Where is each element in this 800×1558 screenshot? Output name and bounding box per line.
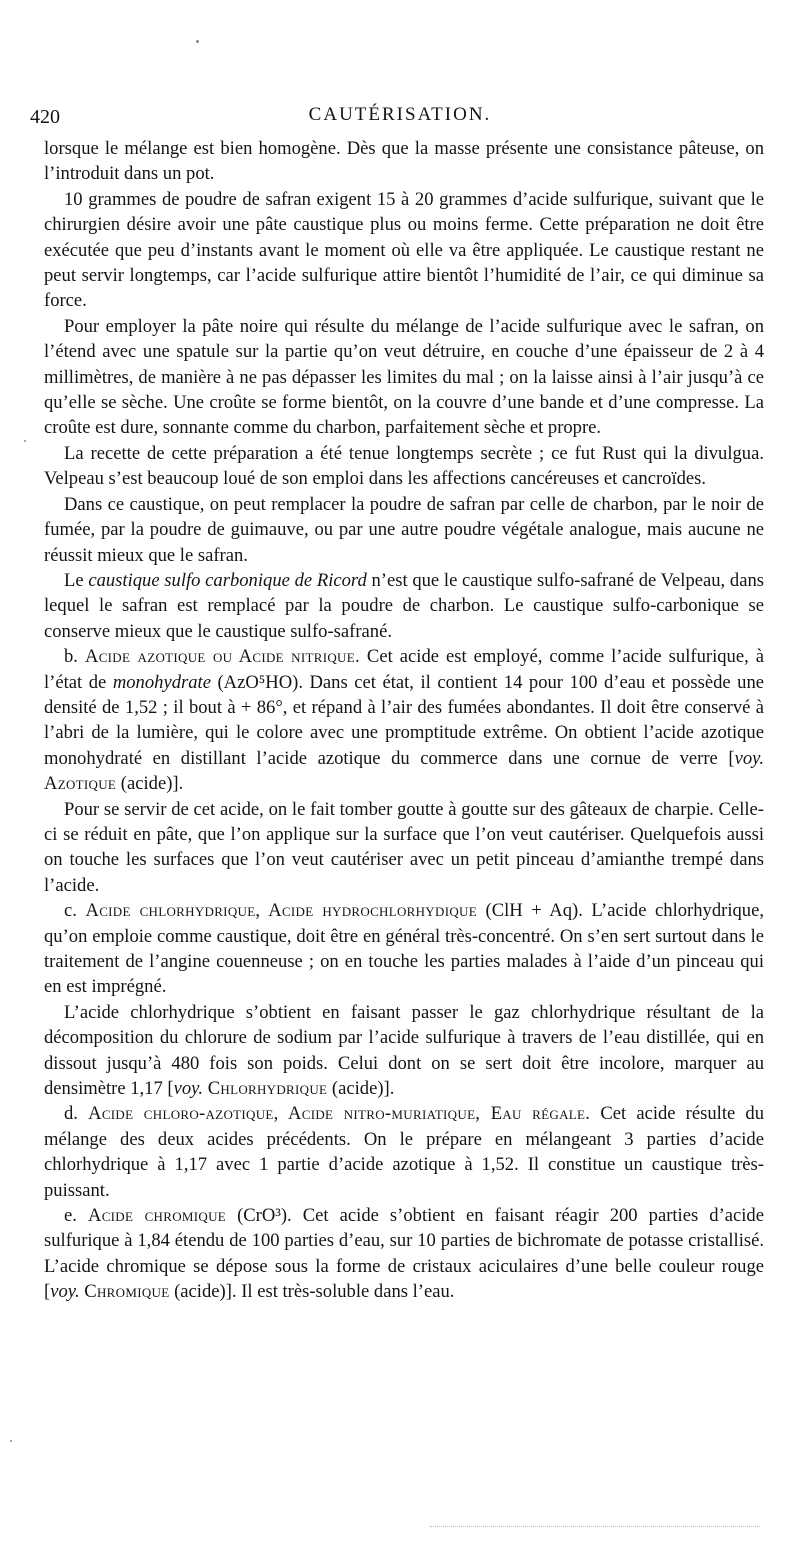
paragraph bbox=[44, 1203, 764, 1305]
text-run: Pour employer la pâte noire qui résulte du mélange de l’acide sulfurique avec le safran, on l’étend avec une spatule sur la partie qu’on veut détruire, en couche d’une épaisseur de 2 à 4 millimètres, de manière à ne pas dépasser les limites du mal ; on la laisse ainsi à l’air jusqu’à ce qu’elle se sèche. Une croûte se forme bientôt, on la couvre d’une bande et d’une compresse. La croûte est dure, sonnante comme du charbon, parfaitement sèche et propre. bbox=[44, 315, 764, 439]
section-heading: Acide chromique bbox=[87, 1205, 227, 1227]
text-run: (CrO³). Cet acide s’obtient en faisant réagir 200 parties d’acide sulfurique à 1,84 étendu de 100 parties d’eau, sur 10 parties de bichromate de potasse cristallisé. L’acide chromique se dépose sous la forme de cristaux aciculaires d’une belle couleur rouge [ bbox=[44, 1205, 764, 1303]
section-heading: Acide chloro-azotique, Acide nitro-muriatique, Eau régale. bbox=[88, 1103, 591, 1125]
paragraph bbox=[44, 187, 764, 314]
italic-term: monohydrate bbox=[112, 671, 211, 693]
cross-reference-term: Azotique bbox=[44, 773, 117, 795]
paragraph bbox=[44, 492, 764, 568]
text-run: Cet acide est employé, comme l’acide sulfurique, à l’état de bbox=[44, 646, 764, 693]
text-run: La recette de cette préparation a été tenue longtemps secrète ; ce fut Rust qui la divulgua. Velpeau s’est beaucoup loué de son emploi dans les affections cancéreuses et cancroïdes. bbox=[44, 442, 764, 490]
section-heading: Acide azotique ou Acide nitrique. bbox=[84, 646, 360, 668]
paragraph bbox=[44, 1101, 764, 1203]
text-run: (acide)]. bbox=[327, 1078, 395, 1100]
text-run: Dans ce caustique, on peut remplacer la poudre de safran par celle de charbon, par le noir de fumée, par la poudre de guimauve, ou par une autre poudre végétale analogue, mais aucune ne réussit mieux que le safran. bbox=[44, 493, 764, 566]
scan-artifact-line bbox=[430, 1526, 760, 1527]
text-run: (ClH + Aq). L’acide chlorhydrique, qu’on emploie comme caustique, doit être en général très-concentré. On s’en sert surtout dans le traitement de l’angine couenneuse ; on en touche les parties malades à l’aide d’un pinceau qui en est imprégné. bbox=[44, 900, 764, 998]
text-run: 10 grammes de poudre de safran exigent 15 à 20 grammes d’acide sulfurique, suivant que le chirurgien désire avoir une pâte caustique plus ou moins ferme. Cette préparation ne doit être exécutée que peu d’instants avant le moment où elle va être appliquée. Le caustique restant ne peut servir longtemps, car l’acide sulfurique attire bientôt l’humidité de l’air, ce qui diminue sa force. bbox=[44, 188, 764, 312]
cross-reference-term: Chromique bbox=[84, 1281, 170, 1303]
section-letter: c. bbox=[64, 900, 86, 922]
cross-reference: voy. bbox=[50, 1281, 80, 1303]
page-number: 420 bbox=[30, 106, 60, 128]
paragraph bbox=[44, 314, 764, 441]
section-letter: e. bbox=[64, 1205, 88, 1227]
scan-speck bbox=[196, 40, 199, 43]
section-heading: Acide chlorhydrique, Acide hydrochlorhydique bbox=[85, 900, 477, 922]
text-run: L’acide chlorhydrique s’obtient en faisant passer le gaz chlorhydrique résultant de la décomposition du chlorure de sodium par l’acide sulfurique à travers de l’eau distillée, qui en dissout jusqu’à 480 fois son poids. Celui dont on se sert doit être incolore, marquer au densimètre 1,17 [ bbox=[44, 1001, 764, 1100]
scan-speck bbox=[24, 440, 26, 442]
text-run: Cet acide résulte du mélange des deux acides précédents. On le prépare en mélangeant 3 parties d’acide chlorhydrique à 1,17 avec 1 partie d’acide azotique à 1,52. Il constitue un caustique très-puissant. bbox=[44, 1103, 764, 1201]
text-run: Le bbox=[64, 569, 89, 591]
body-text bbox=[44, 136, 764, 1305]
cross-reference-term: Chlorhydrique bbox=[207, 1078, 328, 1100]
scan-speck bbox=[10, 1440, 12, 1442]
paragraph bbox=[44, 898, 764, 1000]
paragraph bbox=[44, 568, 764, 644]
cross-reference: voy. bbox=[173, 1078, 204, 1100]
text-run: lorsque le mélange est bien homogène. Dès que la masse présente une consistance pâteuse, on l’introduit dans un pot. bbox=[44, 138, 764, 185]
text-run: Pour se servir de cet acide, on le fait tomber goutte à goutte sur des gâteaux de charpie. Celle-ci se réduit en pâte, que l’on applique sur la surface que l’on veut cautériser. Quelquefois aussi on touche les surfaces que l’on veut cautériser avec un petit pinceau d’amianthe trempé dans l’acide. bbox=[44, 798, 764, 896]
section-letter: b. bbox=[64, 646, 85, 668]
italic-term: caustique sulfo carbonique de Ricord bbox=[88, 569, 367, 591]
paragraph bbox=[44, 441, 764, 492]
paragraph bbox=[44, 1000, 764, 1102]
text-run: (AzO⁵HO). Dans cet état, il contient 14 pour 100 d’eau et possède une densité de 1,52 ; il bout à + 86°, et répand à l’air des fumées abondantes. Il doit être conservé à l’abri de la lumière, qui le colore avec une promptitude extrême. On obtient l’acide azotique monohydraté en distillant l’acide azotique du commerce dans une cornue de verre [ bbox=[44, 671, 765, 769]
paragraph bbox=[44, 644, 764, 796]
paragraph bbox=[44, 797, 764, 899]
paragraph bbox=[44, 136, 764, 187]
text-run: n’est que le caustique sulfo-safrané de Velpeau, dans lequel le safran est remplacé par la poudre de charbon. Le caustique sulfo-carbonique se conserve mieux que le caustique sulfo-safrané. bbox=[44, 569, 764, 642]
text-run: (acide)]. Il est très-soluble dans l’eau. bbox=[169, 1281, 455, 1303]
text-run: (acide)]. bbox=[116, 773, 184, 795]
cross-reference: voy. bbox=[734, 747, 764, 769]
page-header bbox=[30, 100, 770, 130]
running-head: CAUTÉRISATION. bbox=[308, 104, 492, 125]
section-letter: d. bbox=[64, 1103, 89, 1125]
